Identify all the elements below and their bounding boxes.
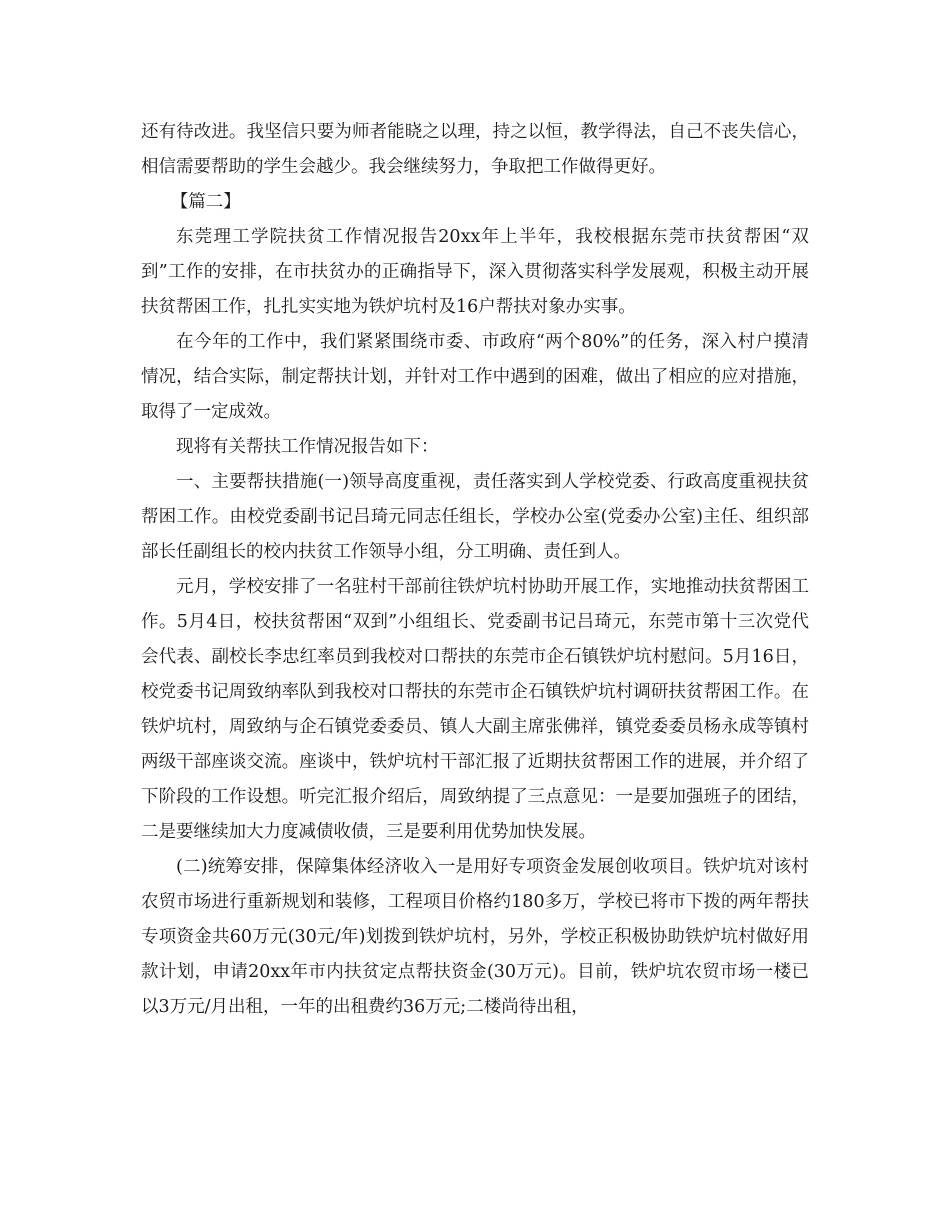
paragraph-report-lead: 现将有关帮扶工作情况报告如下： xyxy=(176,437,439,457)
paragraph-continuation: 还有待改进。我坚信只要为师者能晓之以理，持之以恒，教学得法，自己不丧失信心，相信需要帮助的学生会越少。我会继续努力，争取把工作做得更好。 xyxy=(141,122,809,177)
document-body xyxy=(141,115,809,1025)
paragraph-report-intro: 东莞理工学院扶贫工作情况报告20xx年上半年，我校根据东莞市扶贫帮困“双到”工作的安排，在市扶贫办的正确指导下，深入贯彻落实科学发展观，积极主动开展扶贫帮困工作，扎扎实实地为铁炉坑村及16户帮扶对象办实事。 xyxy=(141,227,809,317)
paragraph-measures-leadership: 一、主要帮扶措施(一)领导高度重视，责任落实到人学校党委、行政高度重视扶贫帮困工作。由校党委副书记吕琦元同志任组长，学校办公室(党委办公室)主任、组织部部长任副组长的校内扶贫工作领导小组，分工明确、责任到人。 xyxy=(141,472,809,562)
paragraph-work-summary: 在今年的工作中，我们紧紧围绕市委、市政府“两个80%”的任务，深入村户摸清情况，结合实际，制定帮扶计划，并针对工作中遇到的困难，做出了相应的应对措施，取得了一定成效。 xyxy=(141,332,809,422)
section-heading: 【篇二】 xyxy=(170,192,241,212)
paragraph-collective-economy: (二)统筹安排，保障集体经济收入一是用好专项资金发展创收项目。铁炉坑对该村农贸市场进行重新规划和装修，工程项目价格约180多万，学校已将市下拨的两年帮扶专项资金共60万元(30元/年)划拨到铁炉坑村，另外，学校正积极协助铁炉坑村做好用款计划，申请20xx年市内扶贫定点帮扶资金(30万元)。目前，铁炉坑农贸市场一楼已以3万元/月出租，一年的出租费约36万元;二楼尚待出租， xyxy=(141,857,809,1017)
paragraph-january-visits: 元月，学校安排了一名驻村干部前往铁炉坑村协助开展工作，实地推动扶贫帮困工作。5月4日，校扶贫帮困“双到”小组组长、党委副书记吕琦元，东莞市第十三次党代会代表、副校长李忠红率员到我校对口帮扶的东莞市企石镇铁炉坑村慰问。5月16日，校党委书记周致纳率队到我校对口帮扶的东莞市企石镇铁炉坑村调研扶贫帮困工作。在铁炉坑村，周致纳与企石镇党委委员、镇人大副主席张佛祥，镇党委委员杨永成等镇村两级干部座谈交流。座谈中，铁炉坑村干部汇报了近期扶贫帮困工作的进展，并介绍了下阶段的工作设想。听完汇报介绍后，周致纳提了三点意见：一是要加强班子的团结，二是要继续加大力度减债收债，三是要利用优势加快发展。 xyxy=(141,577,809,842)
